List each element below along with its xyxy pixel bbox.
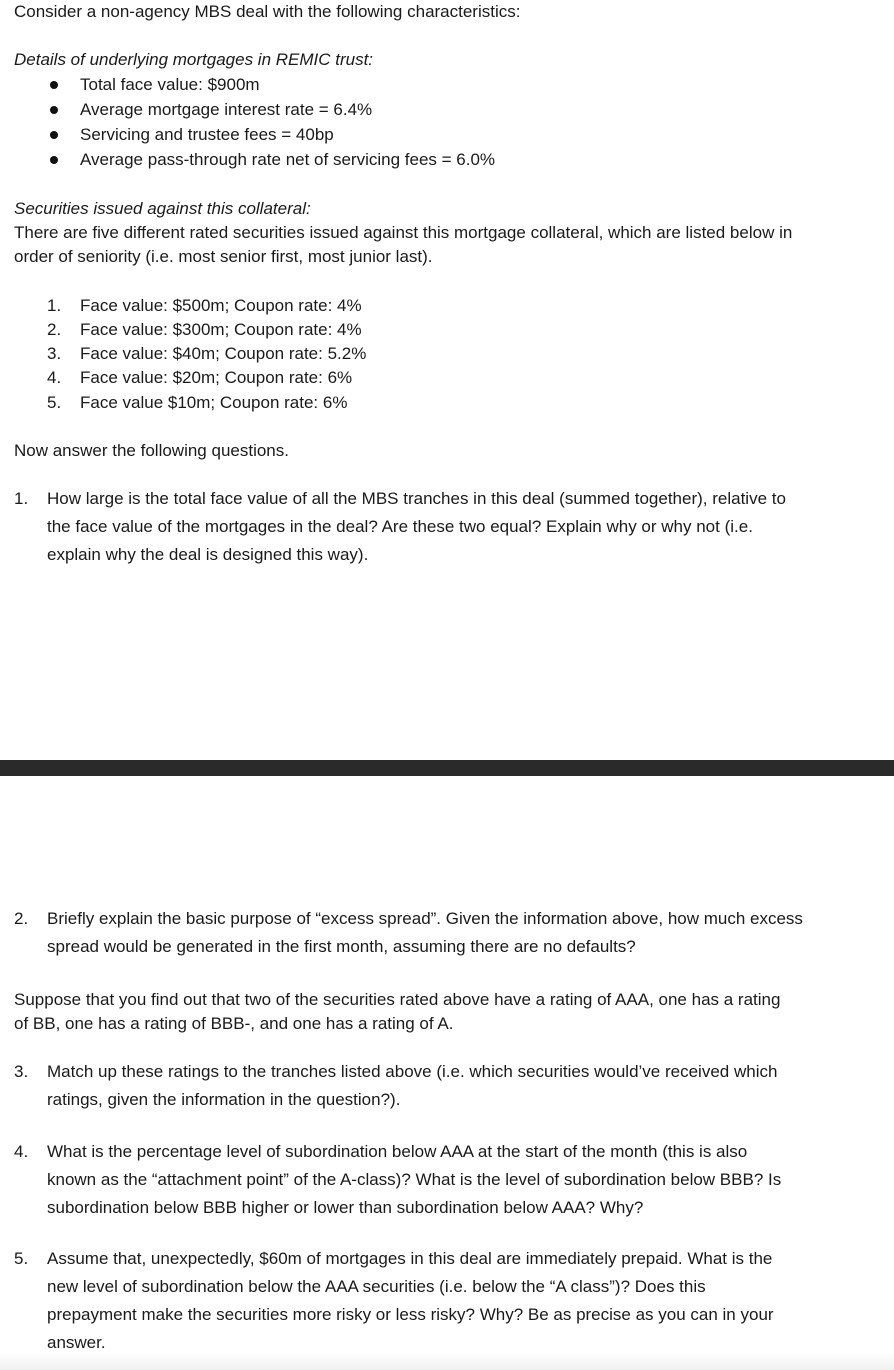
mortgage-item: Average mortgage interest rate = 6.4% xyxy=(80,100,373,119)
tranche-item: Face value: $20m; Coupon rate: 6% xyxy=(80,368,353,387)
question-number: 1. xyxy=(14,489,29,508)
bullet-icon xyxy=(50,81,58,89)
question-number: 3. xyxy=(14,1062,29,1081)
question-3-text: ratings, given the information in the question?). xyxy=(47,1090,401,1109)
question-4-text: subordination below BBB higher or lower than subordination below AAA? Why? xyxy=(47,1198,644,1217)
securities-heading: Securities issued against this collateral: xyxy=(14,199,311,218)
question-2-text: spread would be generated in the first month, assuming there are no defaults? xyxy=(47,937,636,956)
bullet-icon xyxy=(50,131,58,139)
mortgages-heading: Details of underlying mortgages in REMIC trust: xyxy=(14,50,374,69)
question-5-text: Assume that, unexpectedly, $60m of mortgages in this deal are immediately prepaid. What is the xyxy=(47,1249,773,1268)
question-4-text: What is the percentage level of subordination below AAA at the start of the month (this is also xyxy=(47,1142,748,1161)
bullet-icon xyxy=(50,156,58,164)
tranche-number: 3. xyxy=(47,344,62,363)
tranche-number: 4. xyxy=(47,368,62,387)
question-5-text: prepayment make the securities more risky or less risky? Why? Be as precise as you can in your xyxy=(47,1305,774,1324)
ratings-note: Suppose that you find out that two of the securities rated above have a rating of AAA, one has a rating xyxy=(14,990,781,1009)
question-1-text: explain why the deal is designed this way). xyxy=(47,545,369,564)
mortgage-item: Average pass-through rate net of servicing fees = 6.0% xyxy=(80,150,496,169)
page-bottom-edge xyxy=(0,1352,894,1370)
question-number: 2. xyxy=(14,909,29,928)
question-3-text: Match up these ratings to the tranches listed above (i.e. which securities would’ve received which xyxy=(47,1062,778,1081)
question-number: 4. xyxy=(14,1142,29,1161)
tranche-item: Face value: $40m; Coupon rate: 5.2% xyxy=(80,344,367,363)
bullet-icon xyxy=(50,106,58,114)
question-2-text: Briefly explain the basic purpose of “excess spread”. Given the information above, how much excess xyxy=(47,909,803,928)
mortgage-item: Total face value: $900m xyxy=(80,75,260,94)
tranche-number: 1. xyxy=(47,296,62,315)
securities-description: There are five different rated securities issued against this mortgage collateral, which are listed below in xyxy=(14,223,793,242)
question-1-text: the face value of the mortgages in the deal? Are these two equal? Explain why or why not (i.e. xyxy=(47,517,753,536)
ratings-note: of BB, one has a rating of BBB-, and one has a rating of A. xyxy=(14,1014,454,1033)
question-1-text: How large is the total face value of all the MBS tranches in this deal (summed together), relative to xyxy=(47,489,786,508)
question-5-text: new level of subordination below the AAA securities (i.e. below the “A class”)? Does this xyxy=(47,1277,706,1296)
mortgage-item: Servicing and trustee fees = 40bp xyxy=(80,125,334,144)
intro-text: Consider a non-agency MBS deal with the following characteristics: xyxy=(14,2,521,21)
question-5-text: answer. xyxy=(47,1333,106,1352)
page-divider xyxy=(0,760,894,776)
tranche-number: 2. xyxy=(47,320,62,339)
tranche-item: Face value $10m; Coupon rate: 6% xyxy=(80,393,348,412)
tranche-number: 5. xyxy=(47,393,62,412)
question-number: 5. xyxy=(14,1249,29,1268)
tranche-item: Face value: $500m; Coupon rate: 4% xyxy=(80,296,362,315)
questions-prompt: Now answer the following questions. xyxy=(14,441,289,460)
question-4-text: known as the “attachment point” of the A-class)? What is the level of subordination below BBB? Is xyxy=(47,1170,782,1189)
tranche-item: Face value: $300m; Coupon rate: 4% xyxy=(80,320,362,339)
securities-description: order of seniority (i.e. most senior first, most junior last). xyxy=(14,247,433,266)
